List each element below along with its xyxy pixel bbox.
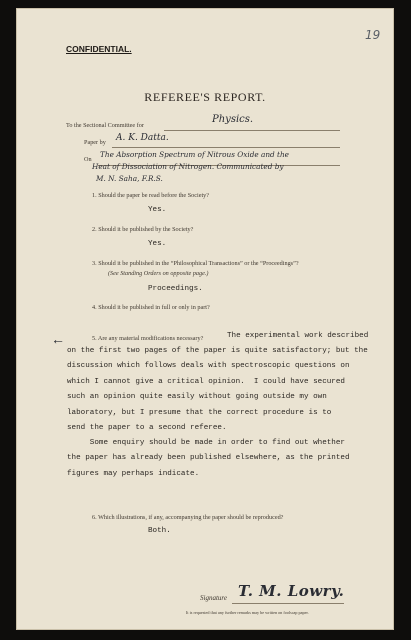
answer-5-line: on the first two pages of the paper is quite satisfactory; but the (67, 347, 368, 355)
committee-value: Physics. (212, 114, 254, 125)
signature-name: T. M. Lowry. (238, 582, 345, 600)
question-2: 2. Should it be published by the Society? (92, 226, 194, 233)
question-6: 6. Which illustrations, if any, accompanying the paper should be reproduced? (92, 514, 284, 521)
report-title: REFEREE'S REPORT. (144, 90, 266, 104)
answer-5-line: such an opinion quite easily without going outside my own (67, 393, 327, 402)
author-line (112, 147, 340, 148)
signature-label: Signature (200, 594, 227, 602)
answer-3: Proceedings. (148, 285, 203, 293)
question-5: 5. Are any material modifications necessary? (92, 335, 204, 342)
answer-5-body (67, 344, 368, 436)
subject-line-3-text: M. N. Saha, F.R.S. (96, 174, 163, 183)
subject-line-2-text: Heat of Dissociation of Nitrogen. Communicated by (92, 162, 284, 171)
question-3: 3. Should it be published in the “Philosophical Transactions” or the “Proceedings”? (92, 260, 299, 267)
answer-5-line: which I cannot give a critical opinion. I could have secured (67, 377, 345, 386)
question-1: 1. Should the paper be read before the Society? (92, 192, 210, 199)
answer-1: Yes. (148, 206, 167, 214)
answer-5-line: discussion which follows deals with spectroscopic questions on (67, 362, 350, 371)
question-4: 4. Should it be published in full or only in part? (92, 304, 210, 311)
answer-5-line: laboratory, but I presume that the correct procedure is to (67, 408, 332, 417)
margin-arrow-icon: ← (51, 333, 65, 348)
answer-6: Both. (148, 527, 171, 535)
author-label: Paper by (84, 139, 106, 146)
signature-line (232, 603, 344, 604)
footer-note: It is requested that any further remarks may be written on foolscap paper. (186, 610, 309, 615)
subject-line-1-text: The Absorption Spectrum of Nitrous Oxide and the (100, 150, 289, 159)
answer-5-p2-line: figures may perhaps indicate. (67, 469, 200, 478)
confidential-heading: CONFIDENTIAL. (66, 44, 132, 54)
answer-5-first-line: The experimental work described (227, 332, 369, 340)
answer-5-line: send the paper to a second referee. (67, 424, 227, 433)
answer-5-p2-line: Some enquiry should be made in order to find out whether (67, 439, 345, 447)
question-3-note: (See Standing Orders on opposite page.) (108, 270, 209, 277)
committee-line (164, 130, 340, 131)
answer-2: Yes. (148, 240, 167, 248)
author-value: A. K. Datta. (116, 133, 169, 143)
page-number: 19 (365, 28, 381, 42)
answer-5-p2-line: the paper has already been published elsewhere, as the printed (67, 454, 350, 463)
committee-label: To the Sectional Committee for (66, 122, 144, 129)
answer-5-paragraph-2 (67, 436, 350, 482)
report-sheet (16, 8, 394, 630)
subject-label: On (84, 156, 92, 163)
